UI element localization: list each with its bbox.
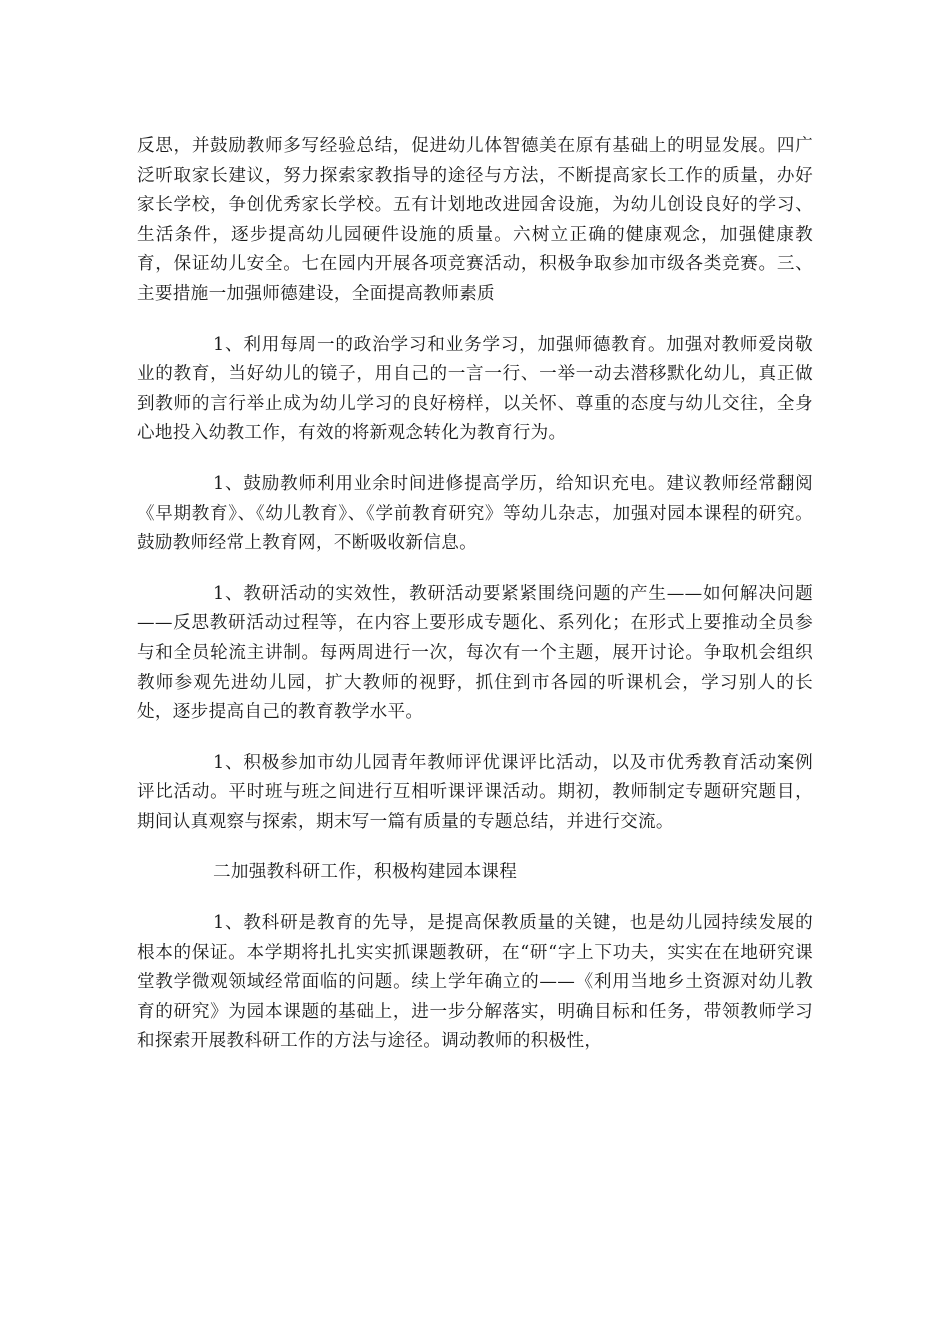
paragraph-study: 1、鼓励教师利用业余时间进修提高学历，给知识充电。建议教师经常翻阅《早期教育》、《幼儿教育》、《学前教育研究》等幼儿杂志，加强对园本课程的研究。鼓励教师经常上教育网，不断吸收新信息。	[137, 473, 813, 554]
paragraph-intro: 反思，并鼓励教师多写经验总结，促进幼儿体智德美在原有基础上的明显发展。四广泛听取家长建议，努力探索家教指导的途径与方法，不断提高家长工作的质量，办好家长学校，争创优秀家长学校。五有计划地改进园舍设施，为幼儿创设良好的学习、生活条件，逐步提高幼儿园硬件设施的质量。六树立正确的健康观念，加强健康教育，保证幼儿安全。七在园内开展各项竞赛活动，积极争取参加市级各类竞赛。三、主要措施一加强师德建设，全面提高教师素质	[137, 136, 813, 304]
section-heading: 二加强教科研工作，积极构建园本课程	[213, 862, 518, 883]
paragraph-research-activity: 1、教研活动的实效性，教研活动要紧紧围绕问题的产生——如何解决问题——反思教研活动过程等，在内容上要形成专题化、系列化；在形式上要推动全员参与和全员轮流主讲制。每两周进行一次，每次有一个主题，展开讨论。争取机会组织教师参观先进幼儿园，扩大教师的视野，抓住到市各园的听课机会，学习别人的长处，逐步提高自己的教育教学水平。	[137, 583, 813, 723]
paragraph-competition: 1、积极参加市幼儿园青年教师评优课评比活动，以及市优秀教育活动案例评比活动。平时班与班之间进行互相听课评课活动。期初，教师制定专题研究题目，期间认真观察与探索，期末写一篇有质量的专题总结，并进行交流。	[137, 752, 813, 832]
document-body	[137, 132, 813, 1057]
paragraph-ethics: 1、利用每周一的政治学习和业务学习，加强师德教育。加强对教师爱岗敬业的教育，当好幼儿的镜子，用自己的一言一行、一举一动去潜移默化幼儿，真正做到教师的言行举止成为幼儿学习的良好榜样，以关怀、尊重的态度与幼儿交往，全身心地投入幼教工作，有效的将新观念转化为教育行为。	[137, 334, 813, 444]
paragraph-curriculum: 1、教科研是教育的先导，是提高保教质量的关键，也是幼儿园持续发展的根本的保证。本学期将扎扎实实抓课题教研，在“研“字上下功夫，实实在在地研究课堂教学微观领域经常面临的问题。续上学年确立的——《利用当地乡土资源对幼儿教育的研究》为园本课题的基础上，进一步分解落实，明确目标和任务，带领教师学习和探索开展教科研工作的方法与途径。调动教师的积极性，	[137, 913, 813, 1052]
